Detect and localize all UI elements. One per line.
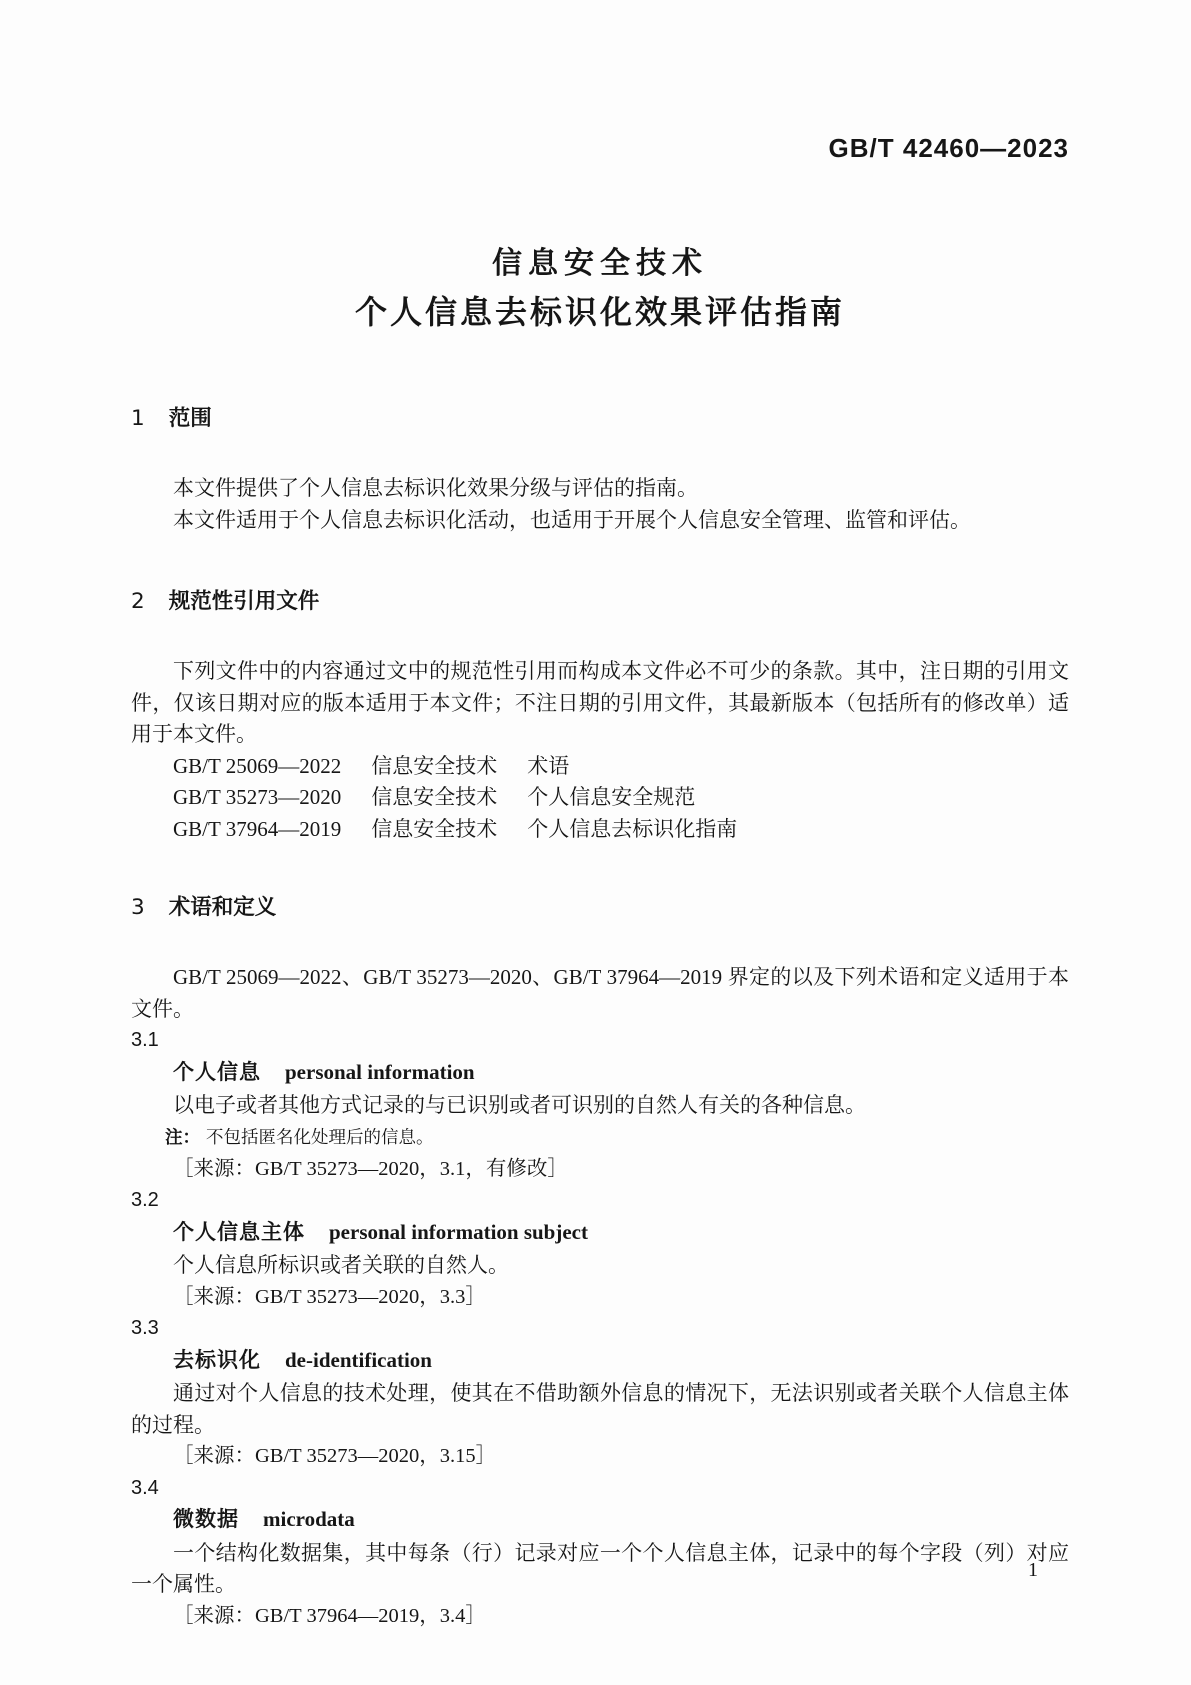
document-title [131, 247, 1069, 330]
term-name [131, 1345, 1069, 1379]
term-name [131, 1217, 1069, 1251]
term-number: 3.2 [131, 1189, 159, 1211]
clause-3-number: 3 [131, 895, 145, 920]
title-line-1: 信息安全技术 [492, 246, 708, 281]
term-name-en: de-identification [285, 1347, 432, 1372]
term-source: ［来源：GB/T 35273—2020，3.1，有修改］ [173, 1157, 568, 1180]
reference-name: 个人信息去标识化指南 [527, 816, 738, 841]
reference-field: 信息安全技术 [371, 753, 498, 778]
term-note-text: 不包括匿名化处理后的信息。 [206, 1126, 434, 1147]
clause-3-title: 术语和定义 [168, 895, 277, 920]
reference-name: 术语 [527, 753, 570, 778]
reference-code: GB/T 37964—2019 [173, 816, 342, 841]
term-name-en: microdata [263, 1507, 355, 1531]
term-name [131, 1504, 1069, 1538]
term-definition: 通过对个人信息的技术处理，使其在不借助额外信息的情况下，无法识别或者关联个人信息主体的过程。 [131, 1381, 1069, 1437]
clause-1-paragraph: 本文件适用于个人信息去标识化活动，也适用于开展个人信息安全管理、监管和评估。 [173, 507, 971, 532]
term-definition: 以电子或者其他方式记录的与已识别或者可识别的自然人有关的各种信息。 [173, 1093, 866, 1117]
term-source: ［来源：GB/T 35273—2020，3.15］ [173, 1445, 497, 1467]
reference-code: GB/T 35273—2020 [173, 785, 342, 809]
term-source: ［来源：GB/T 37964—2019，3.4］ [173, 1604, 486, 1627]
term-definition: 一个结构化数据集，其中每条（行）记录对应一个个人信息主体，记录中的每个字段（列）对应一个属性。 [131, 1540, 1069, 1596]
term-name-en: personal information [285, 1059, 475, 1084]
term-block [131, 1025, 1069, 1185]
clause-3-intro: GB/T 25069—2022、GB/T 35273—2020、GB/T 37964—2019 界定的以及下列术语和定义适用于本文件。 [131, 965, 1069, 1021]
clause-1-number: 1 [131, 406, 145, 431]
term-block [131, 1185, 1069, 1313]
clause-3-heading [131, 895, 1069, 921]
clause-1-paragraph: 本文件提供了个人信息去标识化效果分级与评估的指南。 [173, 476, 698, 500]
term-block [131, 1473, 1069, 1633]
reference-field: 信息安全技术 [371, 785, 498, 809]
title-line-2: 个人信息去标识化效果评估指南 [354, 293, 845, 331]
term-number: 3.3 [131, 1317, 159, 1339]
term-name-zh: 个人信息 [173, 1059, 261, 1084]
clause-1-heading [131, 406, 1069, 432]
reference-item [131, 814, 1069, 846]
term-name-zh: 微数据 [173, 1507, 239, 1531]
term-name [131, 1057, 1069, 1091]
term-name-zh: 去标识化 [173, 1347, 261, 1372]
clause-2-title: 规范性引用文件 [168, 589, 320, 614]
term-name-en: personal information subject [329, 1219, 588, 1244]
term-number: 3.4 [131, 1476, 159, 1499]
clause-2-intro: 下列文件中的内容通过文中的规范性引用而构成本文件必不可少的条款。其中，注日期的引用文件，仅该日期对应的版本适用于本文件；不注日期的引用文件，其最新版本（包括所有的修改单）适用于本文件。 [131, 659, 1069, 746]
reference-field: 信息安全技术 [371, 816, 498, 841]
page-content [131, 0, 1069, 1632]
page-number: 1 [1028, 1559, 1038, 1581]
reference-code: GB/T 25069—2022 [173, 753, 342, 778]
clause-2-heading [131, 589, 1069, 615]
doc-number: GB/T 42460—2023 [828, 133, 1069, 163]
clause-2-number: 2 [131, 589, 145, 614]
term-name-zh: 个人信息主体 [173, 1219, 305, 1244]
clause-1-title: 范围 [168, 406, 212, 431]
term-note-label: 注： [165, 1127, 200, 1148]
term-note [131, 1122, 1069, 1154]
reference-item [131, 751, 1069, 783]
term-number: 3.1 [131, 1029, 159, 1051]
term-block [131, 1313, 1069, 1473]
term-source: ［来源：GB/T 35273—2020，3.3］ [173, 1285, 486, 1308]
reference-name: 个人信息安全规范 [527, 785, 696, 809]
reference-item [131, 782, 1069, 814]
term-definition: 个人信息所标识或者关联的自然人。 [173, 1253, 509, 1277]
